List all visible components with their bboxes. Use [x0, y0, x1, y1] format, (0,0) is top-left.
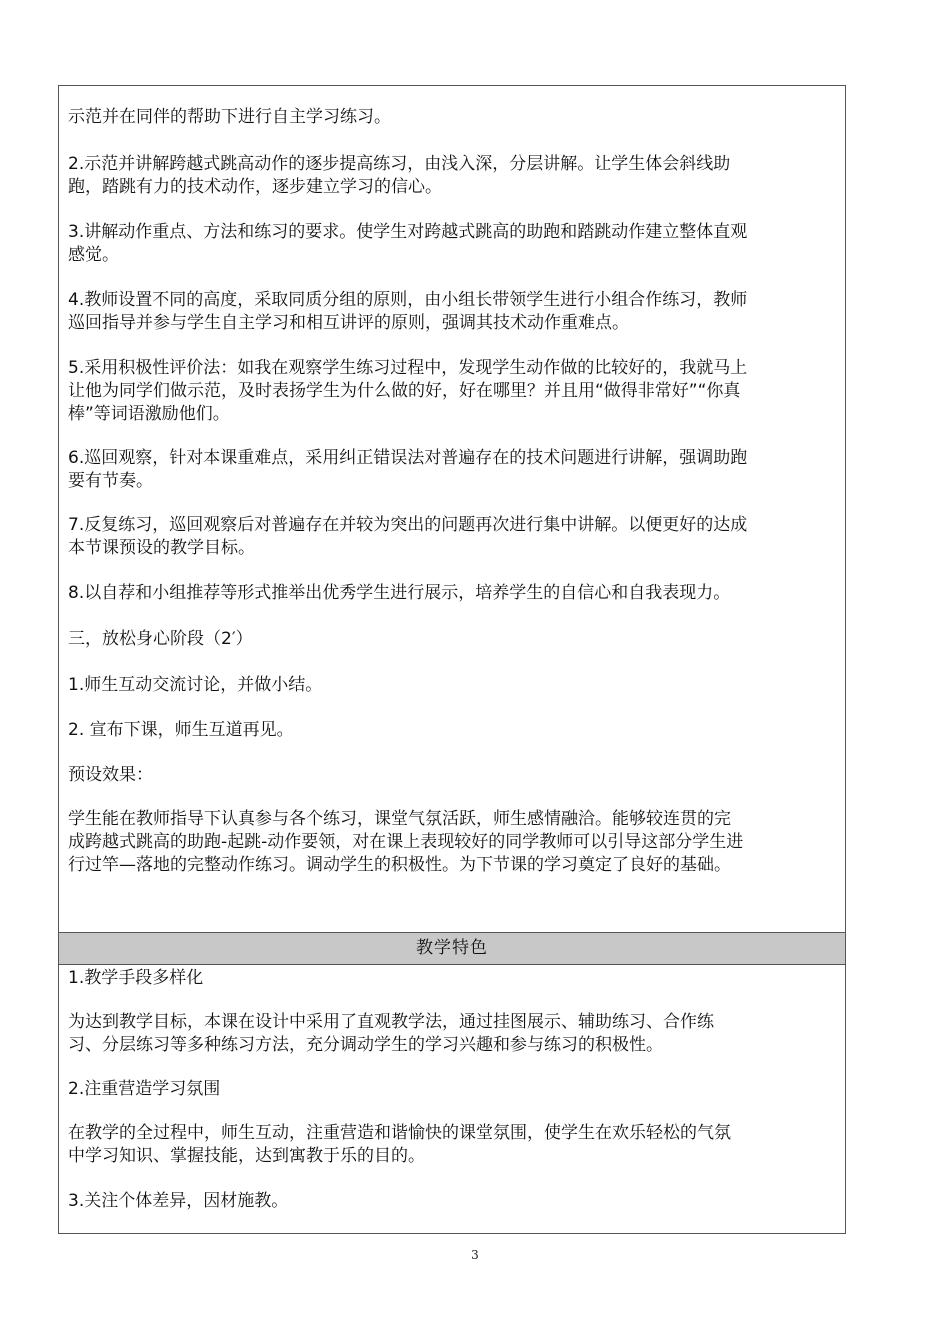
feature-body: 在教学的全过程中，师生互动，注重营造和谐愉快的课堂氛围，使学生在欢乐轻松的气氛 中学习知识、掌握技能，达到寓教于乐的目的。	[68, 1123, 731, 1166]
procedure-paragraph: 示范并在同伴的帮助下进行自主学习练习。	[68, 107, 391, 127]
procedure-paragraph: 1.师生互动交流讨论，并做小结。	[68, 675, 323, 695]
feature-title: 2.注重营造学习氛围	[68, 1079, 221, 1099]
teaching-procedure-cell	[59, 86, 845, 932]
procedure-paragraph: 3.讲解动作重点、方法和练习的要求。使学生对跨越式跳高的助跑和踏跳动作建立整体直观 感觉。	[68, 222, 748, 265]
lesson-plan-table	[58, 85, 846, 1234]
procedure-paragraph: 7.反复练习，巡回观察后对普遍存在并较为突出的问题再次进行集中讲解。以便更好的达成 本节课预设的教学目标。	[68, 515, 748, 558]
procedure-paragraph: 5.采用积极性评价法：如我在观察学生练习过程中，发现学生动作做的比较好的，我就马上 让他为同学们做示范，及时表扬学生为什么做的好，好在哪里？并且用“做得非常好”“你真 棒”等词语激励他们。	[68, 358, 748, 424]
procedure-paragraph: 8.以自荐和小组推荐等形式推举出优秀学生进行展示，培养学生的自信心和自我表现力。	[68, 583, 731, 603]
effect-paragraph: 学生能在教师指导下认真参与各个练习，课堂气氛活跃，师生感情融洽。能够较连贯的完 成跨越式跳高的助跑-起跳-动作要领，对在课上表现较好的同学教师可以引导这部分学生进 行过竿—落地的完整动作练习。调动学生的积极性。为下节课的学习奠定了良好的基础。	[68, 809, 744, 875]
procedure-paragraph: 2.示范并讲解跨越式跳高动作的逐步提高练习，由浅入深，分层讲解。让学生体会斜线助 跑，踏跳有力的技术动作，逐步建立学习的信心。	[68, 154, 731, 197]
stage-heading: 三，放松身心阶段（2′）	[68, 629, 253, 649]
feature-title: 1.教学手段多样化	[68, 968, 204, 988]
procedure-paragraph: 2. 宣布下课，师生互道再见。	[68, 720, 294, 740]
procedure-paragraph: 6.巡回观察，针对本课重难点，采用纠正错误法对普遍存在的技术问题进行讲解，强调助跑 要有节奏。	[68, 448, 748, 491]
effect-label: 预设效果：	[68, 765, 153, 785]
procedure-paragraph: 4.教师设置不同的高度，采取同质分组的原则，由小组长带领学生进行小组合作练习，教师 巡回指导并参与学生自主学习和相互讲评的原则，强调其技术动作重难点。	[68, 290, 748, 333]
feature-title: 3.关注个体差异，因材施教。	[68, 1191, 289, 1211]
teaching-features-cell	[59, 965, 845, 1235]
teaching-features-header: 教学特色	[59, 932, 845, 965]
feature-body: 为达到教学目标，本课在设计中采用了直观教学法，通过挂图展示、辅助练习、合作练 习、分层练习等多种练习方法，充分调动学生的学习兴趣和参与练习的积极性。	[68, 1012, 714, 1055]
page-number: 3	[471, 1248, 479, 1262]
